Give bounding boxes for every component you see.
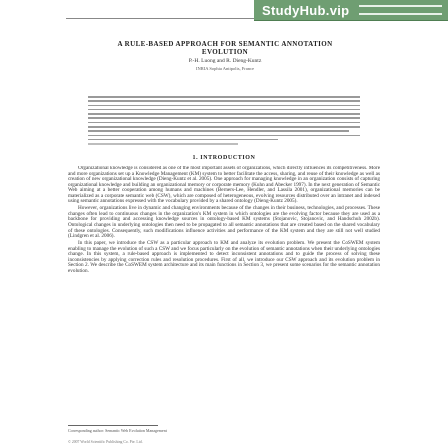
abstract-line <box>88 113 360 115</box>
abstract-block <box>88 96 360 148</box>
abstract-line <box>88 100 360 102</box>
abstract-line <box>88 139 278 141</box>
abstract-line <box>88 109 360 111</box>
abstract-line <box>88 117 360 119</box>
abstract-line <box>88 130 349 132</box>
banner-logo-text[interactable]: StudyHub.vip <box>262 2 350 18</box>
site-banner[interactable] <box>254 0 448 21</box>
abstract-line <box>88 122 360 124</box>
body-text <box>68 166 380 421</box>
page-footer: © 2007 World Scientific Publishing Co. Pte. Ltd. <box>68 440 143 444</box>
keywords-line <box>88 143 238 145</box>
body-paragraph: In this paper, we introduce the CSW as a particular approach to KM and analyze its evolution problem. We present the CoSWEM system enabling to manage the evolution of such a CSW and we focus particularly on the evolution of semantic annotations when their underlying ontologies change. In this system, a rule-based approach is implemented to detect inconsistent annotations and to guide the process of solving these inconsistencies by applying correction rules and resolution procedures. First of all, we introduce our CSW approach and its evolution problem in Section 2. We describe the CoSWEM system architecture and its main functions in Section 3, we present some scenarios for the semantic annotation evolution. <box>68 240 380 274</box>
paper-title: A RULE-BASED APPROACH FOR SEMANTIC ANNOTATION EVOLUTION <box>117 40 333 56</box>
abstract-line <box>88 96 360 98</box>
abstract-line <box>88 105 360 107</box>
abstract-line <box>88 135 360 137</box>
paper-authors: P.-H. Luong and R. Dieng-Kuntz <box>188 58 262 64</box>
top-rule <box>66 18 254 19</box>
abstract-line <box>88 126 360 128</box>
footnote: Corresponding author: Semantic Web Evolution Management <box>68 428 167 433</box>
body-paragraph: However, organizations live in dynamic and changing environments because of the changes in their business, technologies, and processes. These changes often lead to continuous changes in the organization's KM system in which ontologies are the evolving factor because they are used as a backbone for providing and accessing knowledge sources in ontology-based KM systems (Stojanovic, Stojanovic, and Handschuh 2002b). Ontological changes in underlying ontologies then need to be propagated to all semantic annotations that are created based on the shared vocabulary of these ontologies. Consequently, such modifications influence activities and performance of the KM system and they are still not well studied (Lindgren et al. 2006). <box>68 205 380 240</box>
footnote-rule <box>68 425 158 426</box>
paper-affiliation: INRIA Sophia Antipolis, France <box>196 66 254 71</box>
body-paragraph: Organizational knowledge is considered as one of the most important assets of organizations, which directly influences its competitiveness. More and more organizations set up a Knowledge Management (KM) system to better facilitate the access, sharing, and reuse of their knowledge as well as creation of new organizational knowledge (Dieng-Kuntz et al. 2005). One approach for managing knowledge in an organization consists of capturing organizational knowledge and building an organizational memory or corporate memory (Kuhn and Abecker 1997). In the next generation of Semantic Web aiming at a better cooperation among humans and machines (Berners-Lee, Hendler, and Lassila 2001), organizational memories can be materialized as a corporate semantic web (CSW), which are composed of heterogeneous, evolving resources distributed over an intranet and indexed using semantic annotations expressed with the vocabulary provided by a shared ontology (Dieng-Kuntz 2005). <box>68 166 380 205</box>
banner-decoration <box>359 5 442 15</box>
section-heading: 1. INTRODUCTION <box>192 155 256 161</box>
